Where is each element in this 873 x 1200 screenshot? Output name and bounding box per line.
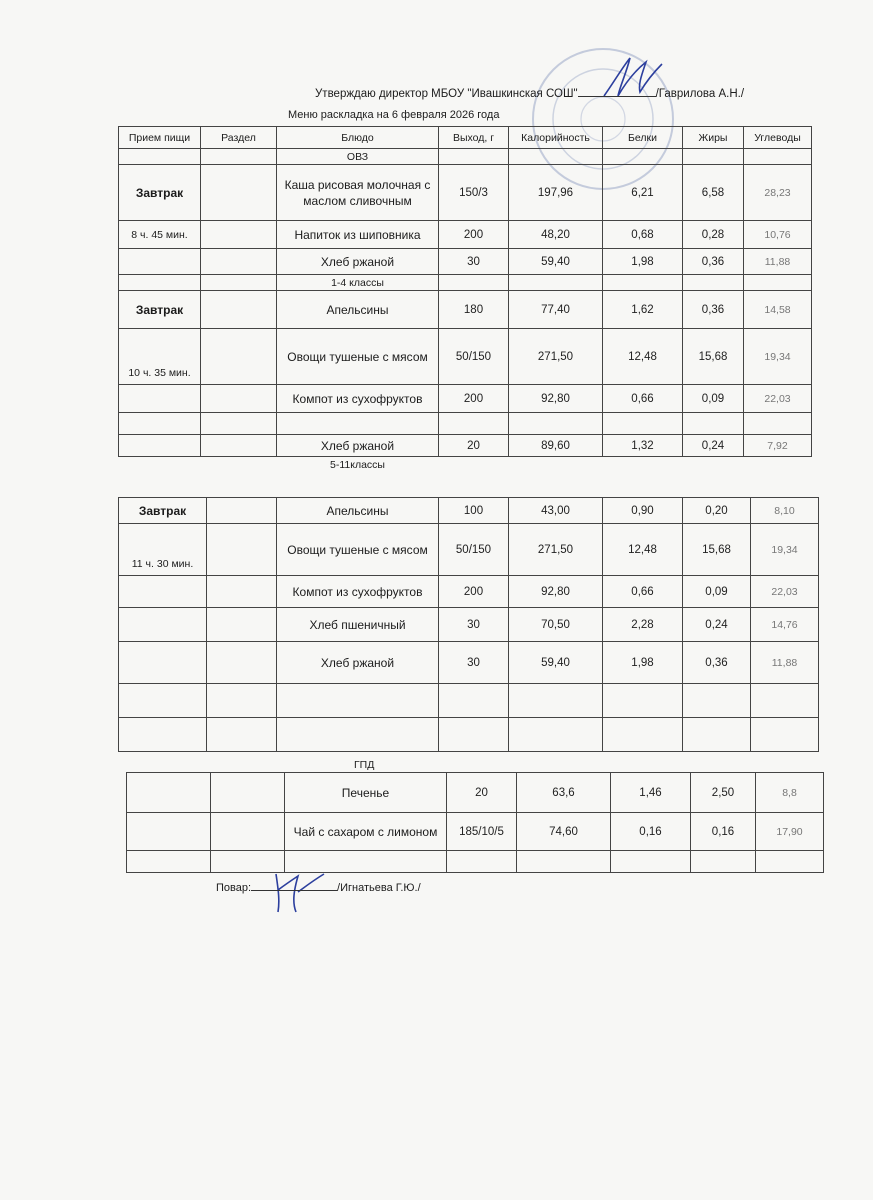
carbs-cell: 14,58 [744, 291, 812, 329]
section-label: ОВЗ [277, 149, 439, 165]
empty-row [127, 851, 824, 873]
kcal-cell: 92,80 [509, 576, 603, 608]
menu-title: Меню раскладка на 6 февраля 2026 года [288, 109, 500, 121]
table-row [119, 642, 819, 684]
fat-cell: 15,68 [683, 329, 744, 385]
kcal-cell: 197,96 [509, 165, 603, 221]
carbs-cell: 19,34 [744, 329, 812, 385]
dish-name: Хлеб ржаной [277, 249, 439, 275]
empty-row [119, 718, 819, 752]
protein-cell: 6,21 [603, 165, 683, 221]
yield-cell: 20 [447, 773, 517, 813]
carbs-cell: 10,76 [744, 221, 812, 249]
fat-cell: 15,68 [683, 524, 751, 576]
carbs-cell: 28,23 [744, 165, 812, 221]
dish-name: Апельсины [277, 498, 439, 524]
yield-cell: 20 [439, 435, 509, 457]
table-row [127, 773, 824, 813]
kcal-cell: 92,80 [509, 385, 603, 413]
column-header: Выход, г [439, 127, 509, 149]
kcal-cell: 77,40 [509, 291, 603, 329]
table-row [119, 291, 812, 329]
column-header: Раздел [201, 127, 277, 149]
carbs-cell: 8,10 [751, 498, 819, 524]
fat-cell: 0,09 [683, 385, 744, 413]
signature-line [578, 86, 656, 97]
dish-name: Апельсины [277, 291, 439, 329]
menu-table-5-11 [118, 497, 819, 752]
protein-cell: 1,98 [603, 249, 683, 275]
column-header: Калорийность [509, 127, 603, 149]
dish-name: Овощи тушеные с мясом [277, 524, 439, 576]
protein-cell: 0,16 [611, 813, 691, 851]
carbs-cell: 7,92 [744, 435, 812, 457]
table-row [119, 608, 819, 642]
menu-table-main [118, 126, 812, 473]
kcal-cell: 74,60 [517, 813, 611, 851]
fat-cell: 0,20 [683, 498, 751, 524]
yield-cell: 30 [439, 608, 509, 642]
empty-row [119, 413, 812, 435]
kcal-cell: 59,40 [509, 249, 603, 275]
yield-cell: 200 [439, 221, 509, 249]
yield-cell: 50/150 [439, 329, 509, 385]
signature-line [251, 880, 337, 891]
fat-cell: 0,36 [683, 642, 751, 684]
column-header: Жиры [683, 127, 744, 149]
fat-cell: 2,50 [691, 773, 756, 813]
kcal-cell: 271,50 [509, 524, 603, 576]
meal-label: Завтрак [119, 498, 207, 524]
column-header: Белки [603, 127, 683, 149]
fat-cell: 0,28 [683, 221, 744, 249]
protein-cell: 1,98 [603, 642, 683, 684]
section-row-5-11 [119, 457, 812, 473]
table-row [119, 524, 819, 576]
section-label-gpd: ГПД [354, 759, 375, 771]
dish-name: Хлеб пшеничный [277, 608, 439, 642]
kcal-cell: 63,6 [517, 773, 611, 813]
yield-cell: 100 [439, 498, 509, 524]
table-row [119, 249, 812, 275]
empty-row [119, 684, 819, 718]
dish-name: Овощи тушеные с мясом [277, 329, 439, 385]
carbs-cell: 19,34 [751, 524, 819, 576]
fat-cell: 0,24 [683, 608, 751, 642]
column-header: Блюдо [277, 127, 439, 149]
protein-cell: 0,66 [603, 576, 683, 608]
carbs-cell: 22,03 [744, 385, 812, 413]
carbs-cell: 14,76 [751, 608, 819, 642]
menu-table-gpd [126, 772, 824, 873]
table-row [119, 165, 812, 221]
yield-cell: 200 [439, 576, 509, 608]
yield-cell: 200 [439, 385, 509, 413]
dish-name: Чай с сахаром с лимоном [285, 813, 447, 851]
fat-cell: 0,09 [683, 576, 751, 608]
section-row-1-4 [119, 275, 812, 291]
table-header-row [119, 127, 812, 149]
carbs-cell: 11,88 [751, 642, 819, 684]
fat-cell: 0,36 [683, 291, 744, 329]
dish-name: Печенье [285, 773, 447, 813]
section-row-ovz [119, 149, 812, 165]
table-row [119, 435, 812, 457]
cook-name: /Игнатьева Г.Ю./ [337, 882, 421, 894]
table-row [119, 576, 819, 608]
protein-cell: 1,32 [603, 435, 683, 457]
cook-label: Повар: [216, 882, 252, 894]
yield-cell: 185/10/5 [447, 813, 517, 851]
kcal-cell: 271,50 [509, 329, 603, 385]
dish-name: Хлеб ржаной [277, 435, 439, 457]
table-row [119, 498, 819, 524]
kcal-cell: 89,60 [509, 435, 603, 457]
cook-signature-line [216, 880, 421, 894]
protein-cell: 1,62 [603, 291, 683, 329]
protein-cell: 12,48 [603, 329, 683, 385]
carbs-cell: 17,90 [756, 813, 824, 851]
yield-cell: 180 [439, 291, 509, 329]
meal-label: Завтрак [119, 165, 201, 221]
dish-name: Напиток из шиповника [277, 221, 439, 249]
fat-cell: 0,16 [691, 813, 756, 851]
approval-name: /Гаврилова А.Н./ [655, 88, 745, 100]
kcal-cell: 43,00 [509, 498, 603, 524]
meal-time: 8 ч. 45 мин. [119, 221, 201, 249]
protein-cell: 2,28 [603, 608, 683, 642]
dish-name: Компот из сухофруктов [277, 576, 439, 608]
table-row [127, 813, 824, 851]
carbs-cell: 11,88 [744, 249, 812, 275]
yield-cell: 30 [439, 642, 509, 684]
table-row [119, 385, 812, 413]
table-row [119, 329, 812, 385]
kcal-cell: 70,50 [509, 608, 603, 642]
yield-cell: 50/150 [439, 524, 509, 576]
dish-name: Хлеб ржаной [277, 642, 439, 684]
dish-name: Компот из сухофруктов [277, 385, 439, 413]
meal-time: 11 ч. 30 мин. [119, 524, 207, 576]
kcal-cell: 48,20 [509, 221, 603, 249]
column-header: Углеводы [744, 127, 812, 149]
fat-cell: 0,36 [683, 249, 744, 275]
protein-cell: 0,90 [603, 498, 683, 524]
dish-name: Каша рисовая молочная с маслом сливочным [277, 165, 439, 221]
approval-line [315, 86, 744, 100]
protein-cell: 12,48 [603, 524, 683, 576]
kcal-cell: 59,40 [509, 642, 603, 684]
protein-cell: 1,46 [611, 773, 691, 813]
section-label: 5-11классы [330, 458, 385, 471]
column-header: Прием пищи [119, 127, 201, 149]
yield-cell: 150/3 [439, 165, 509, 221]
meal-time: 10 ч. 35 мин. [119, 329, 201, 385]
carbs-cell: 22,03 [751, 576, 819, 608]
fat-cell: 0,24 [683, 435, 744, 457]
protein-cell: 0,68 [603, 221, 683, 249]
approval-prefix: Утверждаю директор МБОУ "Ивашкинская СОШ" [315, 88, 578, 100]
fat-cell: 6,58 [683, 165, 744, 221]
protein-cell: 0,66 [603, 385, 683, 413]
carbs-cell: 8,8 [756, 773, 824, 813]
yield-cell: 30 [439, 249, 509, 275]
section-label: 1-4 классы [277, 275, 439, 291]
table-row [119, 221, 812, 249]
meal-label: Завтрак [119, 291, 201, 329]
